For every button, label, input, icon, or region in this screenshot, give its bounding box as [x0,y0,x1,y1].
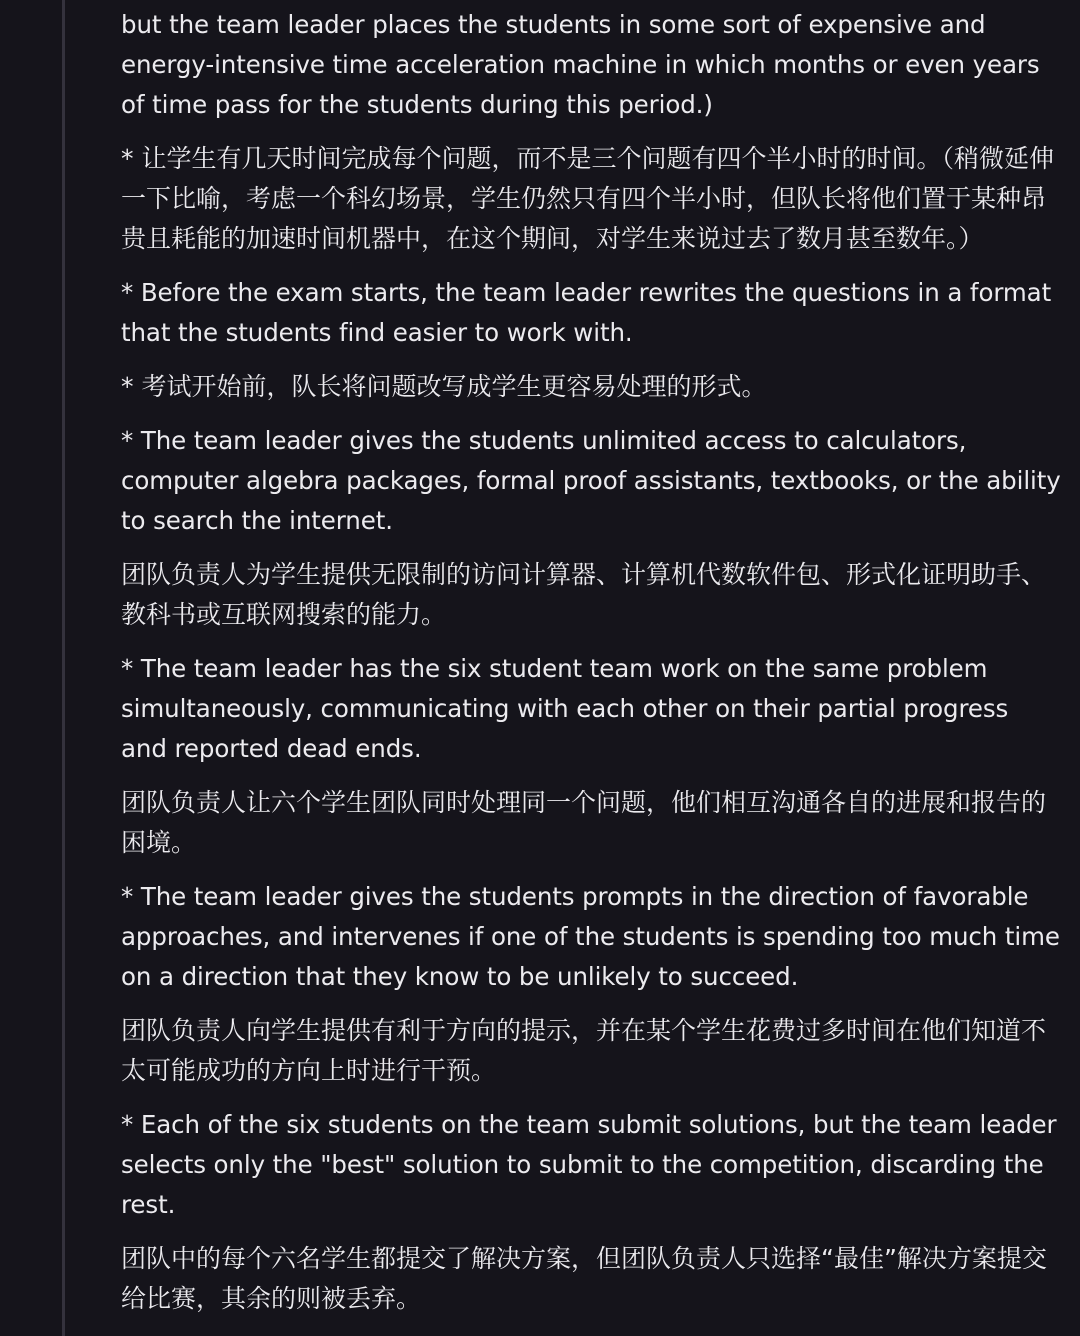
paragraph-zh: * 让学生有几天时间完成每个问题，而不是三个问题有四个半小时的时间。（稍微延伸一下比喻，考虑一个科幻场景，学生仍然只有四个半小时，但队长将他们置于某种昂贵且耗能的加速时间机器中，在这个期间，对学生来说过去了数月甚至数年。） [121,144,1054,253]
paragraph-zh: 团队中的每个六名学生都提交了解决方案，但团队负责人只选择“最佳”解决方案提交给比赛，其余的则被丢弃。 [121,1244,1047,1313]
left-gutter [0,0,64,1336]
paragraph-en: but the team leader places the students in some sort of expensive and energy-intensive time acceleration machine in which months or even years of time pass for the students during this period.) [121,10,1040,119]
paragraph-en: * Each of the six students on the team submit solutions, but the team leader selects only the "best" solution to submit to the competition, discarding the rest. [121,1110,1057,1219]
paragraph-zh: * 考试开始前，队长将问题改写成学生更容易处理的形式。 [121,372,767,401]
paragraph-en: * The team leader gives the students unlimited access to calculators, computer algebra packages, formal proof assistants, textbooks, or the ability to search the internet. [121,426,1061,535]
paragraph-zh: 团队负责人让六个学生团队同时处理同一个问题，他们相互沟通各自的进展和报告的困境。 [121,788,1047,857]
paragraph-en: * The team leader gives the students prompts in the direction of favorable approaches, and intervenes if one of the students is spending too much time on a direction that they know to be unlikely to succeed. [121,882,1060,991]
paragraph-en: * The team leader has the six student team work on the same problem simultaneously, communicating with each other on their partial progress and reported dead ends. [121,654,1009,763]
paragraph-en: * Before the exam starts, the team leader rewrites the questions in a format that the students find easier to work with. [121,278,1052,347]
paragraph-zh: 团队负责人为学生提供无限制的访问计算器、计算机代数软件包、形式化证明助手、教科书或互联网搜索的能力。 [121,560,1047,629]
paragraph-zh: 团队负责人向学生提供有利于方向的提示，并在某个学生花费过多时间在他们知道不太可能成功的方向上时进行干预。 [121,1016,1047,1085]
message-body [121,5,1061,1333]
thread-line [62,0,65,1336]
